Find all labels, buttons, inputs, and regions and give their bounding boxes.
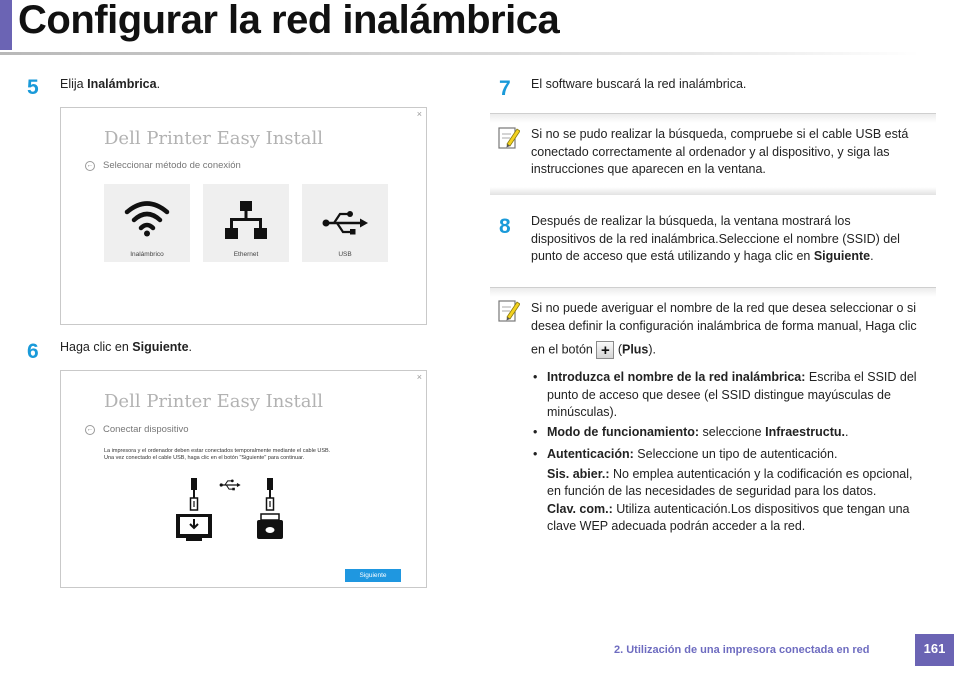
next-button[interactable]: Siguiente	[345, 569, 401, 582]
wifi-icon	[124, 199, 170, 237]
option-usb-label: USB	[338, 251, 352, 258]
note-pencil-icon	[498, 299, 520, 323]
bullet-ssid: Introduzca el nombre de la red inalámbrica: Escriba el SSID del punto de acceso que desee (el SSID distingue mayúsculas de minúsculas).	[547, 370, 917, 419]
note-pencil-icon	[498, 126, 520, 150]
connect-subtitle: Conectar dispositivo	[103, 424, 189, 435]
title-divider	[0, 52, 920, 55]
option-wireless-label: Inalámbrico	[130, 251, 164, 258]
step-6-text: Haga clic en Siguiente.	[60, 340, 193, 354]
close-icon[interactable]: ×	[416, 372, 422, 382]
step-7-number: 7	[499, 77, 511, 100]
option-wireless[interactable]	[104, 184, 190, 262]
step-5-text: Elija Inalámbrica.	[60, 77, 161, 91]
plus-button[interactable]: +	[596, 341, 614, 359]
bullet-marker: •	[533, 447, 538, 461]
option-ethernet-label: Ethernet	[233, 251, 259, 258]
app-title: Dell Printer Easy Install	[104, 391, 324, 412]
close-icon[interactable]: ×	[416, 109, 422, 119]
bullet-authentication: Autenticación: Seleccione un tipo de autenticación. Sis. abier.: No emplea autenticación y la codificación es opcional, en función de las necesidades de seguridad para los datos. Clav. com.: Utiliza autenticación.Los dispositivos que tengan una clave WEP adecuada podrán acceder a la red.	[547, 447, 913, 533]
usb-icon	[219, 479, 241, 491]
app-title: Dell Printer Easy Install	[104, 128, 324, 149]
step-8-text: Después de realizar la búsqueda, la ventana mostrará los dispositivos de la red inalámbrica.Seleccione el nombre (SSID) del punto de acceso que está utilizando y haga clic en Siguiente.	[531, 214, 900, 263]
network-icon	[225, 201, 267, 241]
option-ethernet[interactable]	[203, 184, 289, 262]
connection-subtitle: Seleccionar método de conexión	[103, 160, 241, 171]
note-2-text: Si no puede averiguar el nombre de la red que desea seleccionar o si desea definir la configuración inalámbrica de forma manual, Haga clic en el botón + (Plus).	[531, 301, 917, 359]
step-5-number: 5	[27, 76, 39, 99]
note-1-text: Si no se pudo realizar la búsqueda, compruebe si el cable USB está conectado correctamente al ordenador y al dispositivo, y siga las instrucciones que aparecen en la ventana.	[531, 127, 909, 176]
screenshot-connection-method	[60, 107, 427, 325]
screenshot-connect-device	[60, 370, 427, 588]
printer-usb-cable-icon	[253, 477, 287, 543]
header-accent-bar	[0, 0, 12, 50]
back-arrow-icon[interactable]: ←	[86, 426, 94, 433]
footer-section-title: 2. Utilización de una impresora conectada en red	[614, 644, 870, 656]
bullet-marker: •	[533, 370, 538, 384]
note-box-shadow	[490, 187, 936, 195]
page-number: 161	[915, 634, 954, 666]
usb-icon	[322, 210, 368, 236]
bullet-marker: •	[533, 425, 538, 439]
usb-instructions: La impresora y el ordenador deben estar conectados temporalmente mediante el cable USB. Una vez conectado el cable USB, haga clic en el botón "Siguiente" para continuar.	[104, 448, 331, 461]
page-title: Configurar la red inalámbrica	[18, 0, 560, 42]
back-arrow-icon[interactable]: ←	[86, 162, 94, 169]
bullet-operation-mode: Modo de funcionamiento: seleccione Infraestructu..	[547, 425, 849, 439]
option-usb[interactable]	[302, 184, 388, 262]
step-7-text: El software buscará la red inalámbrica.	[531, 77, 747, 91]
step-6-number: 6	[27, 340, 39, 363]
computer-usb-cable-icon	[174, 477, 214, 543]
step-8-number: 8	[499, 215, 511, 238]
